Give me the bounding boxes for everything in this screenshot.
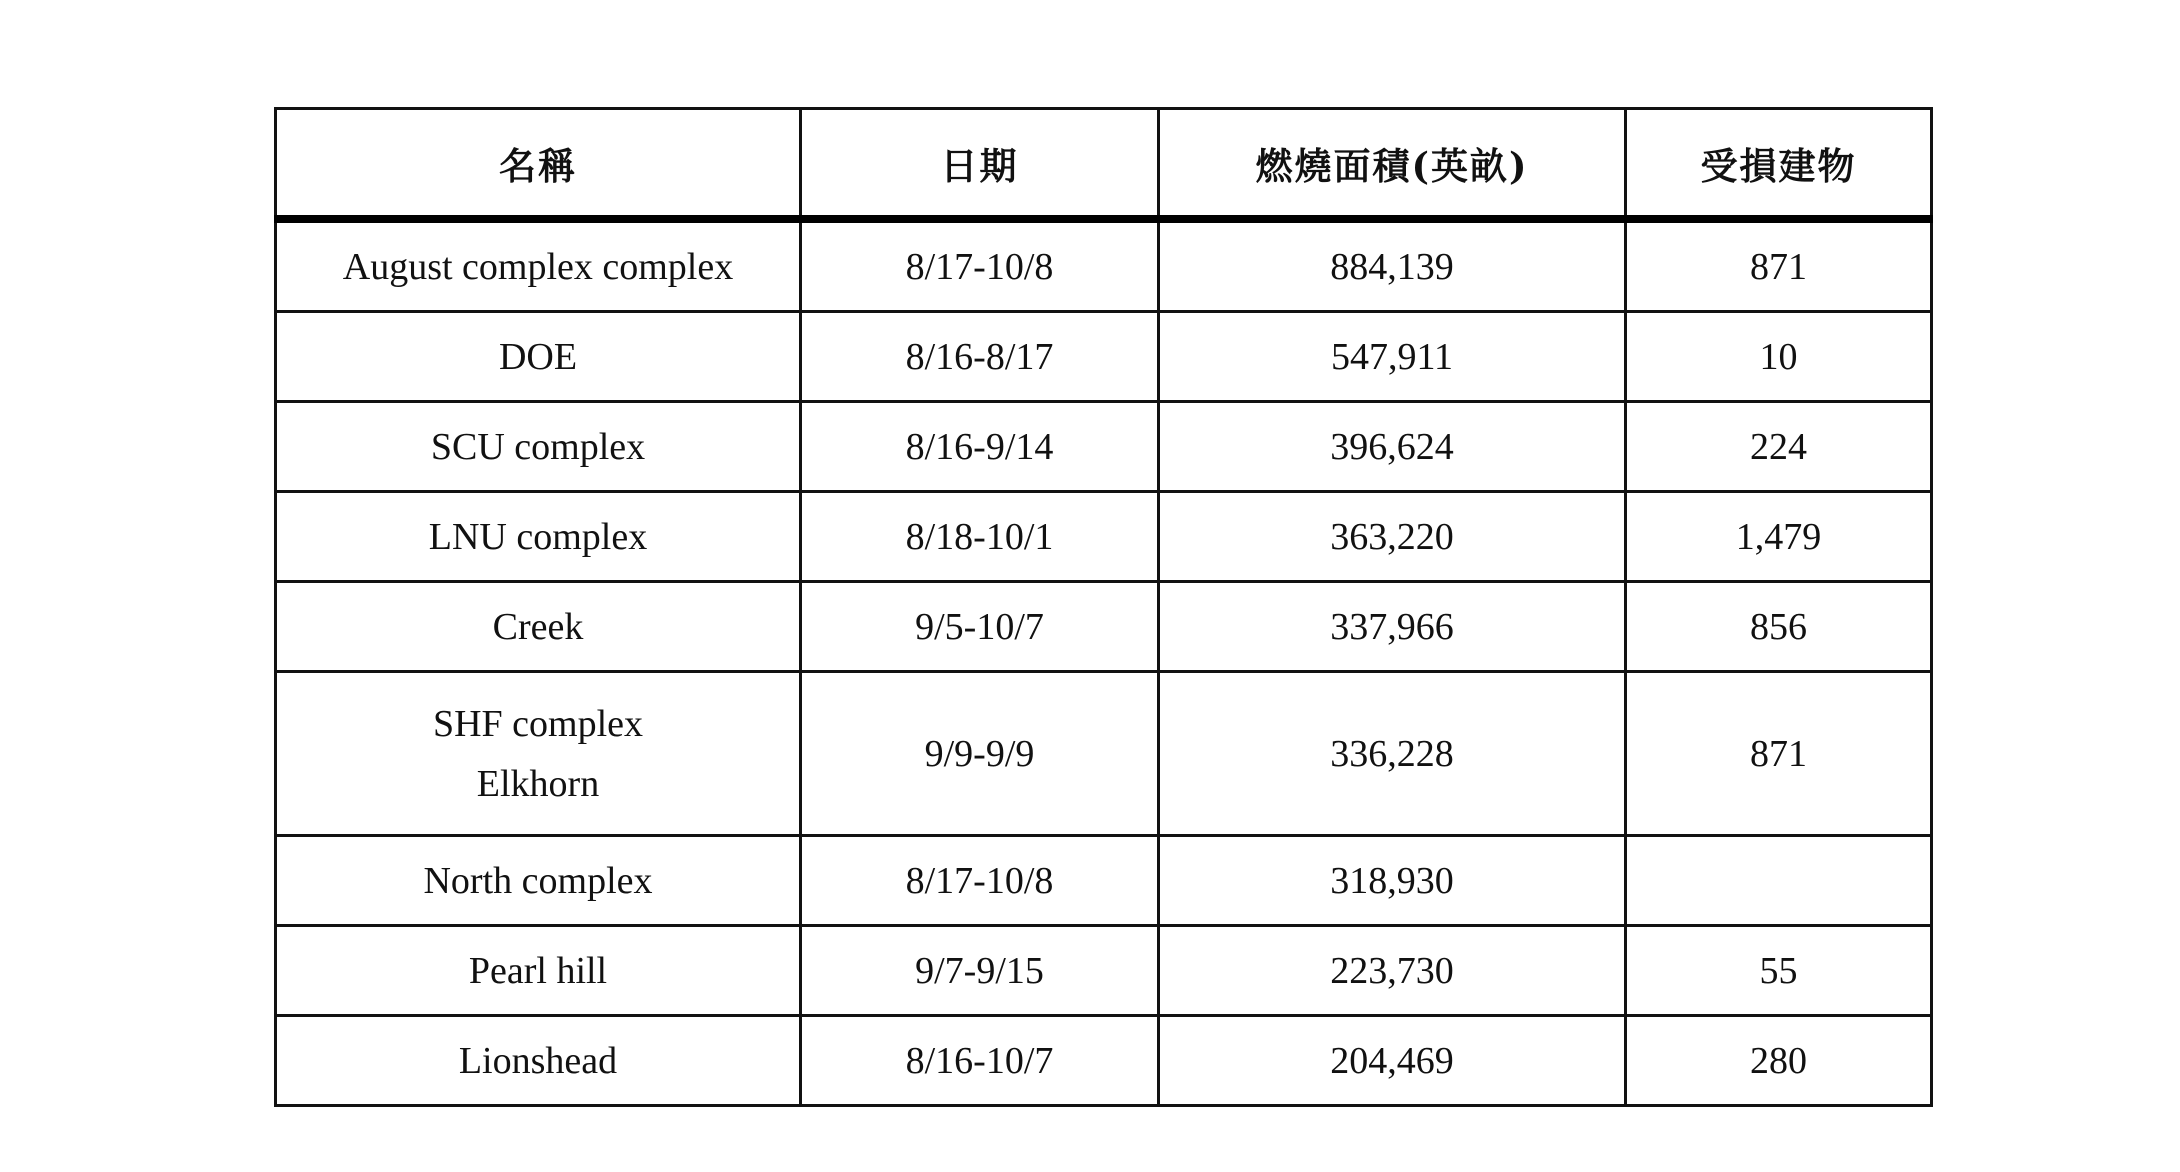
table-row: [276, 1016, 1932, 1106]
cell-date: 8/16-8/17: [801, 312, 1159, 402]
cell-name: [276, 672, 801, 836]
cell-name-line: Lionshead: [458, 1039, 618, 1082]
cell-date: 8/17-10/8: [801, 219, 1159, 312]
cell-area: 223,730: [1159, 926, 1626, 1016]
cell-name: [276, 1016, 801, 1106]
table-header-row: [276, 109, 1932, 220]
cell-name-line: SCU complex: [430, 425, 646, 468]
cell-damaged: 871: [1626, 219, 1932, 312]
cell-damaged: [1626, 836, 1932, 926]
cell-name: [276, 836, 801, 926]
cell-damaged: 224: [1626, 402, 1932, 492]
cell-name-line: Elkhorn: [476, 762, 600, 805]
cell-name: [276, 582, 801, 672]
header-name: 名稱: [276, 109, 801, 220]
cell-date: 8/18-10/1: [801, 492, 1159, 582]
cell-damaged: 10: [1626, 312, 1932, 402]
table-row: [276, 836, 1932, 926]
table-row: [276, 926, 1932, 1016]
cell-damaged: 871: [1626, 672, 1932, 836]
header-damaged-buildings: 受損建物: [1626, 109, 1932, 220]
cell-date: 8/16-10/7: [801, 1016, 1159, 1106]
cell-name-line: DOE: [498, 335, 578, 378]
cell-area: 884,139: [1159, 219, 1626, 312]
cell-date: 9/9-9/9: [801, 672, 1159, 836]
cell-name-line: August complex complex: [342, 245, 734, 288]
cell-area: 547,911: [1159, 312, 1626, 402]
cell-name-line: LNU complex: [428, 515, 648, 558]
cell-damaged: 1,479: [1626, 492, 1932, 582]
cell-area: 336,228: [1159, 672, 1626, 836]
cell-name: [276, 219, 801, 312]
cell-name: [276, 926, 801, 1016]
cell-date: 8/16-9/14: [801, 402, 1159, 492]
cell-name: [276, 402, 801, 492]
cell-name-line: Creek: [492, 605, 584, 648]
cell-date: 9/7-9/15: [801, 926, 1159, 1016]
cell-name-line: North complex: [423, 859, 653, 902]
cell-name: [276, 312, 801, 402]
table-row: [276, 492, 1932, 582]
cell-date: 9/5-10/7: [801, 582, 1159, 672]
wildfire-table-container: [274, 107, 1930, 1107]
cell-damaged: 856: [1626, 582, 1932, 672]
cell-name-line: SHF complex: [432, 702, 644, 745]
cell-area: 337,966: [1159, 582, 1626, 672]
cell-area: 318,930: [1159, 836, 1626, 926]
cell-damaged: 55: [1626, 926, 1932, 1016]
cell-date: 8/17-10/8: [801, 836, 1159, 926]
table-row: [276, 312, 1932, 402]
cell-area: 363,220: [1159, 492, 1626, 582]
cell-name: [276, 492, 801, 582]
table-row: [276, 219, 1932, 312]
table-row: [276, 582, 1932, 672]
table-row: [276, 672, 1932, 836]
table-row: [276, 402, 1932, 492]
wildfire-table: [274, 107, 1933, 1107]
cell-damaged: 280: [1626, 1016, 1932, 1106]
cell-name-line: Pearl hill: [468, 949, 608, 992]
cell-area: 204,469: [1159, 1016, 1626, 1106]
header-date: 日期: [801, 109, 1159, 220]
cell-area: 396,624: [1159, 402, 1626, 492]
header-burn-area: 燃燒面積(英畝): [1159, 109, 1626, 220]
